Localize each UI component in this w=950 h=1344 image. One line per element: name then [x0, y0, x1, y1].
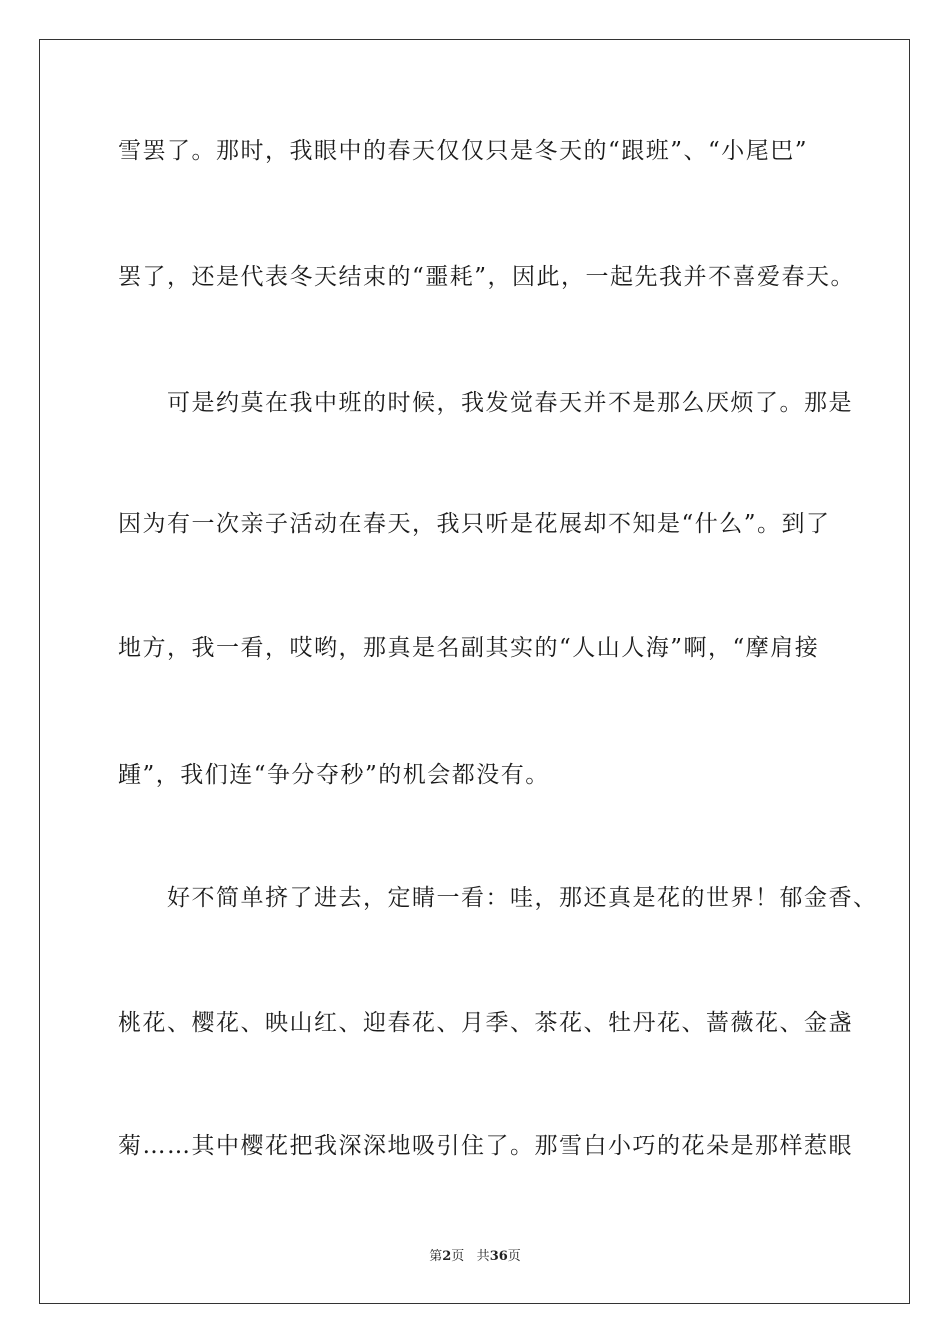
total-prefix: 共	[476, 1249, 490, 1264]
page-number: 2	[442, 1249, 452, 1264]
total-suffix: 页	[507, 1249, 521, 1264]
total-pages: 36	[489, 1249, 508, 1264]
page-prefix: 第	[429, 1249, 443, 1264]
body-text-line: 好不简单挤了进去，定睛一看：哇，那还真是花的世界！郁金香、	[118, 885, 878, 911]
body-text-line: 罢了，还是代表冬天结束的“噩耗”，因此，一起先我并不喜爱春天。	[118, 264, 856, 290]
page-frame	[39, 39, 910, 1304]
page-footer	[0, 1248, 950, 1266]
body-text-line: 因为有一次亲子活动在春天，我只听是花展却不知是“什么”。到了	[118, 511, 831, 537]
body-text-line: 可是约莫在我中班的时候，我发觉春天并不是那么厌烦了。那是	[118, 390, 853, 416]
body-text-line: 菊……其中樱花把我深深地吸引住了。那雪白小巧的花朵是那样惹眼	[118, 1133, 853, 1159]
page-suffix: 页	[451, 1249, 465, 1264]
body-text-line: 地方，我一看，哎哟，那真是名副其实的“人山人海”啊，“摩肩接	[118, 635, 820, 661]
body-text-line: 桃花、樱花、映山红、迎春花、月季、茶花、牡丹花、蔷薇花、金盏	[118, 1010, 853, 1036]
body-text-line: 雪罢了。那时，我眼中的春天仅仅只是冬天的“跟班”、“小尾巴”	[118, 138, 809, 164]
body-text-line: 踵”，我们连“争分夺秒”的机会都没有。	[118, 762, 550, 788]
